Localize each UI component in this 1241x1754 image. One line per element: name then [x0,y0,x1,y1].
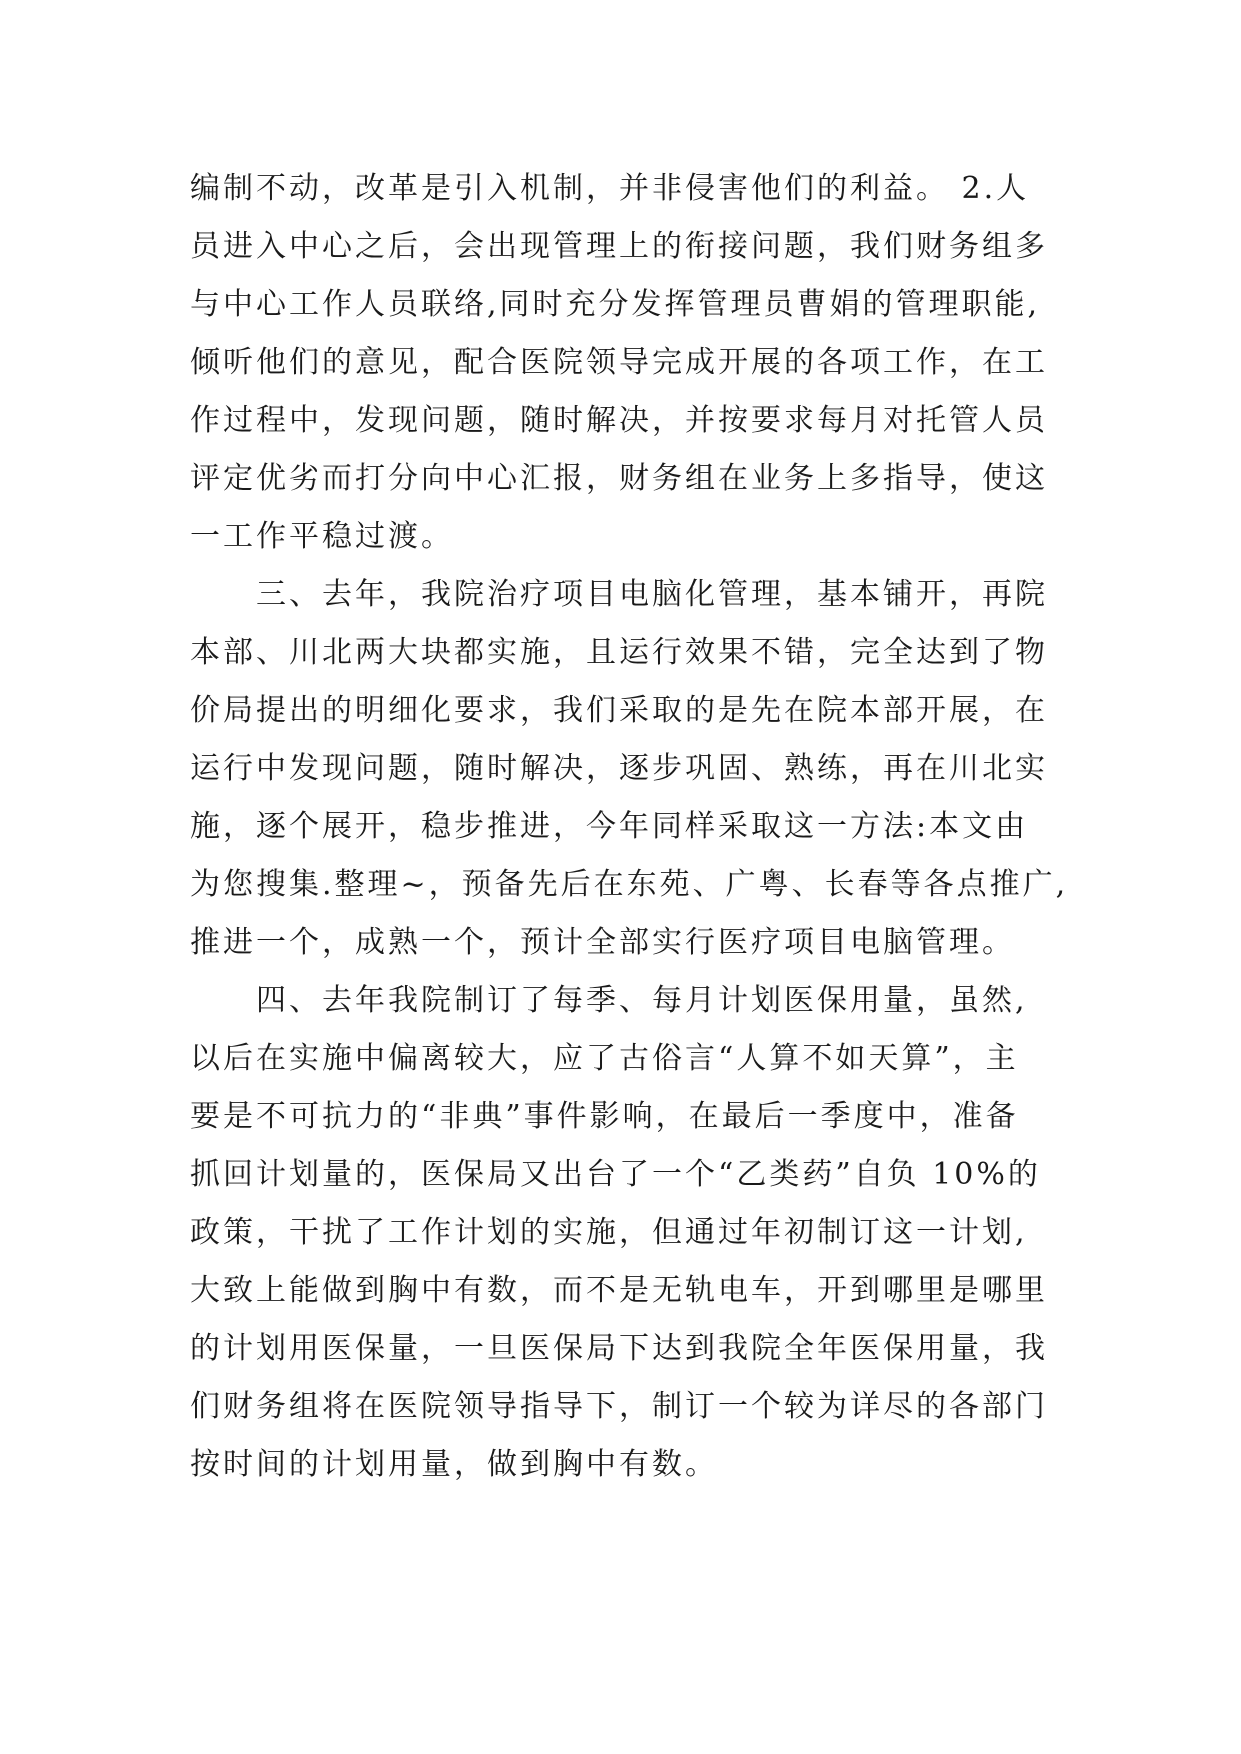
text-line: 倾听他们的意见，配合医院领导完成开展的各项工作，在工 [190,345,1048,380]
text-line: 要是不可抗力的“非典”事件影响，在最后一季度中，准备 [190,1099,1019,1134]
text-line: 的计划用医保量，一旦医保局下达到我院全年医保用量，我 [190,1331,1048,1366]
paragraph-start-line: 三、去年，我院治疗项目电脑化管理，基本铺开，再院 [190,577,1048,612]
text-line: 一工作平稳过渡。 [190,519,454,554]
text-line: 以后在实施中偏离较大，应了古俗言“人算不如天算”，主 [190,1041,1019,1076]
text-line: 本部、川北两大块都实施，且运行效果不错，完全达到了物 [190,635,1048,670]
text-line: 员进入中心之后，会出现管理上的衔接问题，我们财务组多 [190,229,1048,264]
text-line: 们财务组将在医院领导指导下，制订一个较为详尽的各部门 [190,1389,1048,1424]
text-line: 评定优劣而打分向中心汇报，财务组在业务上多指导，使这 [190,461,1048,496]
text-line: 大致上能做到胸中有数，而不是无轨电车，开到哪里是哪里 [190,1273,1048,1308]
text-line: 运行中发现问题，随时解决，逐步巩固、熟练，再在川北实 [190,751,1048,786]
text-line: 价局提出的明细化要求，我们采取的是先在院本部开展，在 [190,693,1048,728]
body-text [190,160,1090,1494]
text-line: 施，逐个展开，稳步推进，今年同样采取这一方法:本文由 [190,809,1029,844]
text-line: 推进一个，成熟一个，预计全部实行医疗项目电脑管理。 [190,925,1015,960]
text-line: 政策，干扰了工作计划的实施，但通过年初制订这一计划, [190,1215,1028,1250]
text-line: 抓回计划量的，医保局又出台了一个“乙类药”自负 10%的 [190,1157,1041,1192]
text-line: 为您搜集.整理~，预备先后在东苑、广粤、长春等各点推广, [190,867,1069,902]
text-line: 作过程中，发现问题，随时解决，并按要求每月对托管人员 [190,403,1048,438]
text-line: 按时间的计划用量，做到胸中有数。 [190,1447,718,1482]
text-line: 编制不动，改革是引入机制，并非侵害他们的利益。 2.人 [190,171,1030,206]
paragraph-start-line: 四、去年我院制订了每季、每月计划医保用量，虽然, [190,983,1028,1018]
text-line: 与中心工作人员联络,同时充分发挥管理员曹娟的管理职能, [190,287,1041,322]
